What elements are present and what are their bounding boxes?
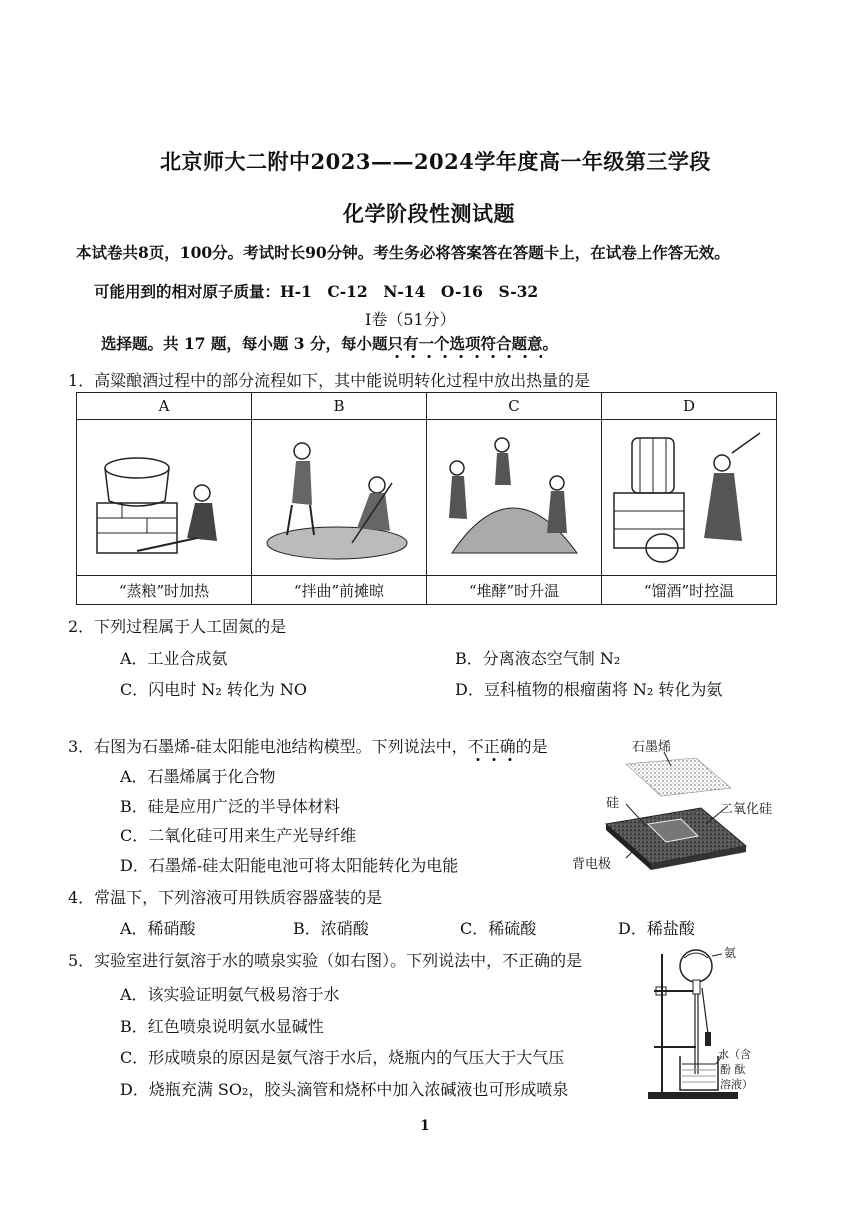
- q3-stem: [68, 734, 548, 757]
- q4-stem: 4．常温下，下列溶液可用铁质容器盛装的是: [68, 888, 383, 907]
- q4-option-b: B．浓硝酸: [293, 919, 369, 938]
- q1-col-c-letter: C: [427, 393, 602, 420]
- q3-option-b: B．硅是应用广泛的半导体材料: [120, 797, 340, 816]
- q5-label-water-2: 酚 酞: [720, 1063, 746, 1076]
- q1-col-a-letter: A: [77, 393, 252, 420]
- q3-label-graphene: 石墨烯: [632, 740, 672, 755]
- section-intro-emphasis: 只有一个选项符合题意: [387, 334, 542, 359]
- q2-option-c: C．闪电时 N₂ 转化为 NO: [120, 680, 308, 699]
- page-number: 1: [420, 1118, 430, 1134]
- q4-option-a: A．稀硝酸: [120, 919, 196, 938]
- q5-option-a: A．该实验证明氨气极易溶于水: [120, 985, 340, 1004]
- q3-option-a: A．石墨烯属于化合物: [120, 767, 276, 786]
- q3-option-d: D．石墨烯-硅太阳能电池可将太阳能转化为电能: [120, 856, 459, 875]
- q1-col-b-letter: B: [252, 393, 427, 420]
- q2-option-a: A．工业合成氨: [120, 649, 228, 668]
- q4-option-c: C．稀硫酸: [460, 919, 537, 938]
- q2-stem: 2．下列过程属于人工固氮的是: [68, 617, 287, 636]
- atomic-masses: 可能用到的相对原子质量：H-1 C-12 N-14 O-16 S-32: [94, 282, 539, 301]
- q1-caption-b: “拌曲”前摊晾: [252, 576, 427, 605]
- q5-label-water-3: 溶液）: [720, 1078, 753, 1091]
- q1-stem: 1．高粱酿酒过程中的部分流程如下，其中能说明转化过程中放出热量的是: [68, 371, 591, 390]
- exam-instructions: 本试卷共8页，100分。考试时长90分钟。考生务必将答案答在答题卡上，在试卷上作答无效。: [76, 243, 730, 262]
- section-intro-suffix: 。: [542, 334, 558, 353]
- distilling-illustration: [602, 423, 772, 573]
- q1-illustration-b: [252, 420, 427, 576]
- exam-title: 北京师大二附中2023——2024学年度高一年级第三学段: [160, 149, 711, 174]
- q3-stem-prefix: 3．右图为石墨烯-硅太阳能电池结构模型。下列说法中，: [68, 737, 468, 756]
- q5-option-b: B．红色喷泉说明氨水显碱性: [120, 1017, 324, 1036]
- q5-label-water-1: 水（含: [718, 1048, 751, 1061]
- section-intro: [101, 332, 558, 354]
- steaming-illustration: [77, 423, 247, 573]
- q1-illustration-a: [77, 420, 252, 576]
- exam-subtitle: 化学阶段性测试题: [343, 201, 515, 226]
- section-title: I卷（51分）: [365, 310, 456, 329]
- q1-illustration-d: [602, 420, 777, 576]
- q1-caption-d: “馏酒”时控温: [602, 576, 777, 605]
- q3-figure: [566, 736, 781, 876]
- q1-figure-table: [76, 392, 777, 605]
- q1-caption-a: “蒸粮”时加热: [77, 576, 252, 605]
- q3-stem-emphasis: 不正确: [468, 737, 516, 762]
- q5-stem: 5．实验室进行氨溶于水的喷泉实验（如右图）。下列说法中，不正确的是: [68, 951, 583, 970]
- q2-option-d: D．豆科植物的根瘤菌将 N₂ 转化为氨: [455, 680, 723, 699]
- q5-figure: [640, 944, 780, 1104]
- q5-option-c: C．形成喷泉的原因是氨气溶于水后，烧瓶内的气压大于大气压: [120, 1048, 565, 1067]
- q3-label-silica: 二氧化硅: [720, 802, 773, 817]
- q3-stem-suffix: 的是: [515, 737, 548, 756]
- q3-label-back-electrode: 背电极: [572, 857, 612, 872]
- section-intro-prefix: 选择题。共 17 题，每小题 3 分，每小题: [101, 334, 388, 353]
- q2-option-b: B．分离液态空气制 N₂: [455, 649, 621, 668]
- q3-label-silicon: 硅: [606, 796, 620, 811]
- q1-caption-c: “堆酵”时升温: [427, 576, 602, 605]
- q5-label-ammonia: 氨: [724, 946, 737, 960]
- q1-col-d-letter: D: [602, 393, 777, 420]
- fountain-apparatus-diagram: [640, 944, 780, 1104]
- spreading-illustration: [252, 423, 422, 573]
- q1-illustration-c: [427, 420, 602, 576]
- q5-option-d: D．烧瓶充满 SO₂，胶头滴管和烧杯中加入浓碱液也可形成喷泉: [120, 1080, 569, 1099]
- fermenting-illustration: [427, 423, 597, 573]
- q3-option-c: C．二氧化硅可用来生产光导纤维: [120, 826, 357, 845]
- q4-option-d: D．稀盐酸: [618, 919, 695, 938]
